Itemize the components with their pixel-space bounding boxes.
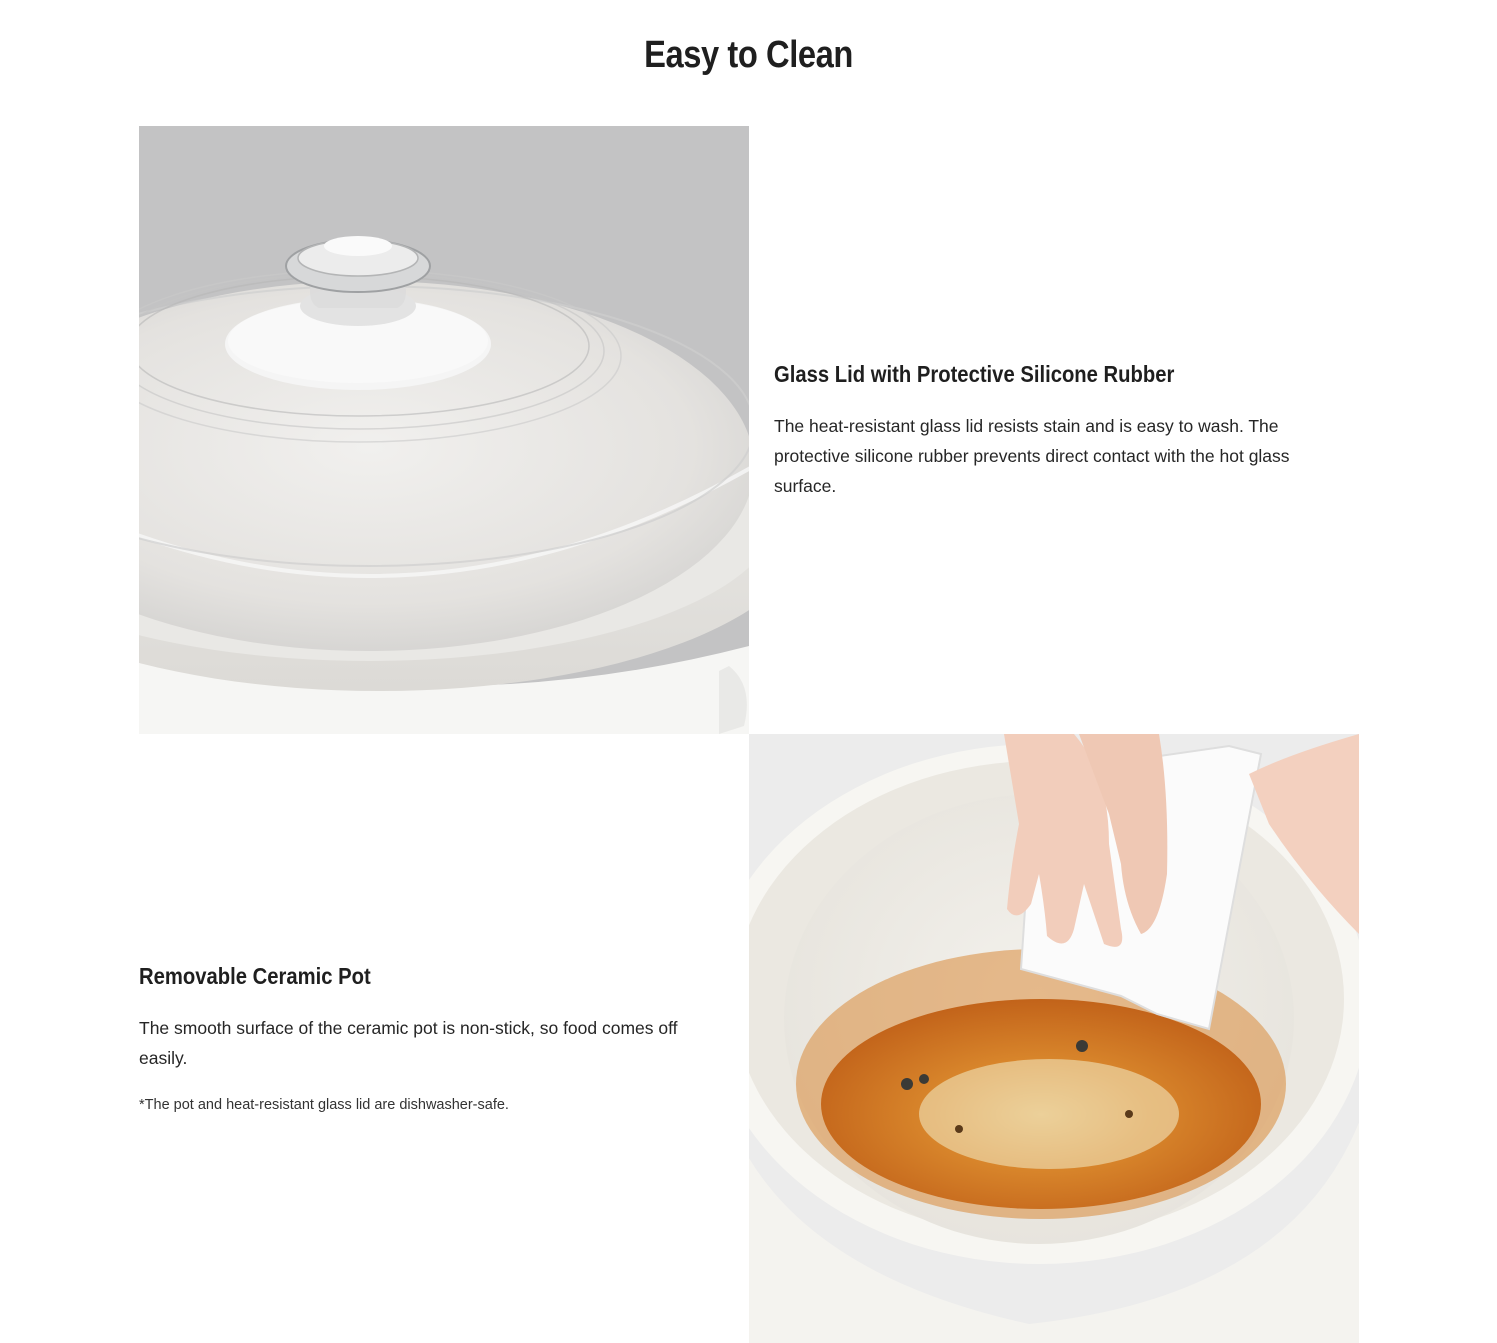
glass-lid-photo <box>139 126 749 734</box>
dishwasher-safe-note: *The pot and heat-resistant glass lid are dishwasher-safe. <box>139 1097 509 1113</box>
feature-title-glass-lid: Glass Lid with Protective Silicone Rubber <box>774 361 1175 387</box>
feature-title-ceramic-pot: Removable Ceramic Pot <box>139 963 371 989</box>
ceramic-pot-cleaning-photo <box>749 734 1359 1343</box>
feature-description-ceramic-pot: The smooth surface of the ceramic pot is non-stick, so food comes off easily. <box>139 1018 678 1068</box>
feature-description-glass-lid: The heat-resistant glass lid resists stain and is easy to wash. The protective silicone rubber prevents direct contact with the hot glass surface. <box>774 416 1290 496</box>
page-title: Easy to Clean <box>644 34 853 76</box>
